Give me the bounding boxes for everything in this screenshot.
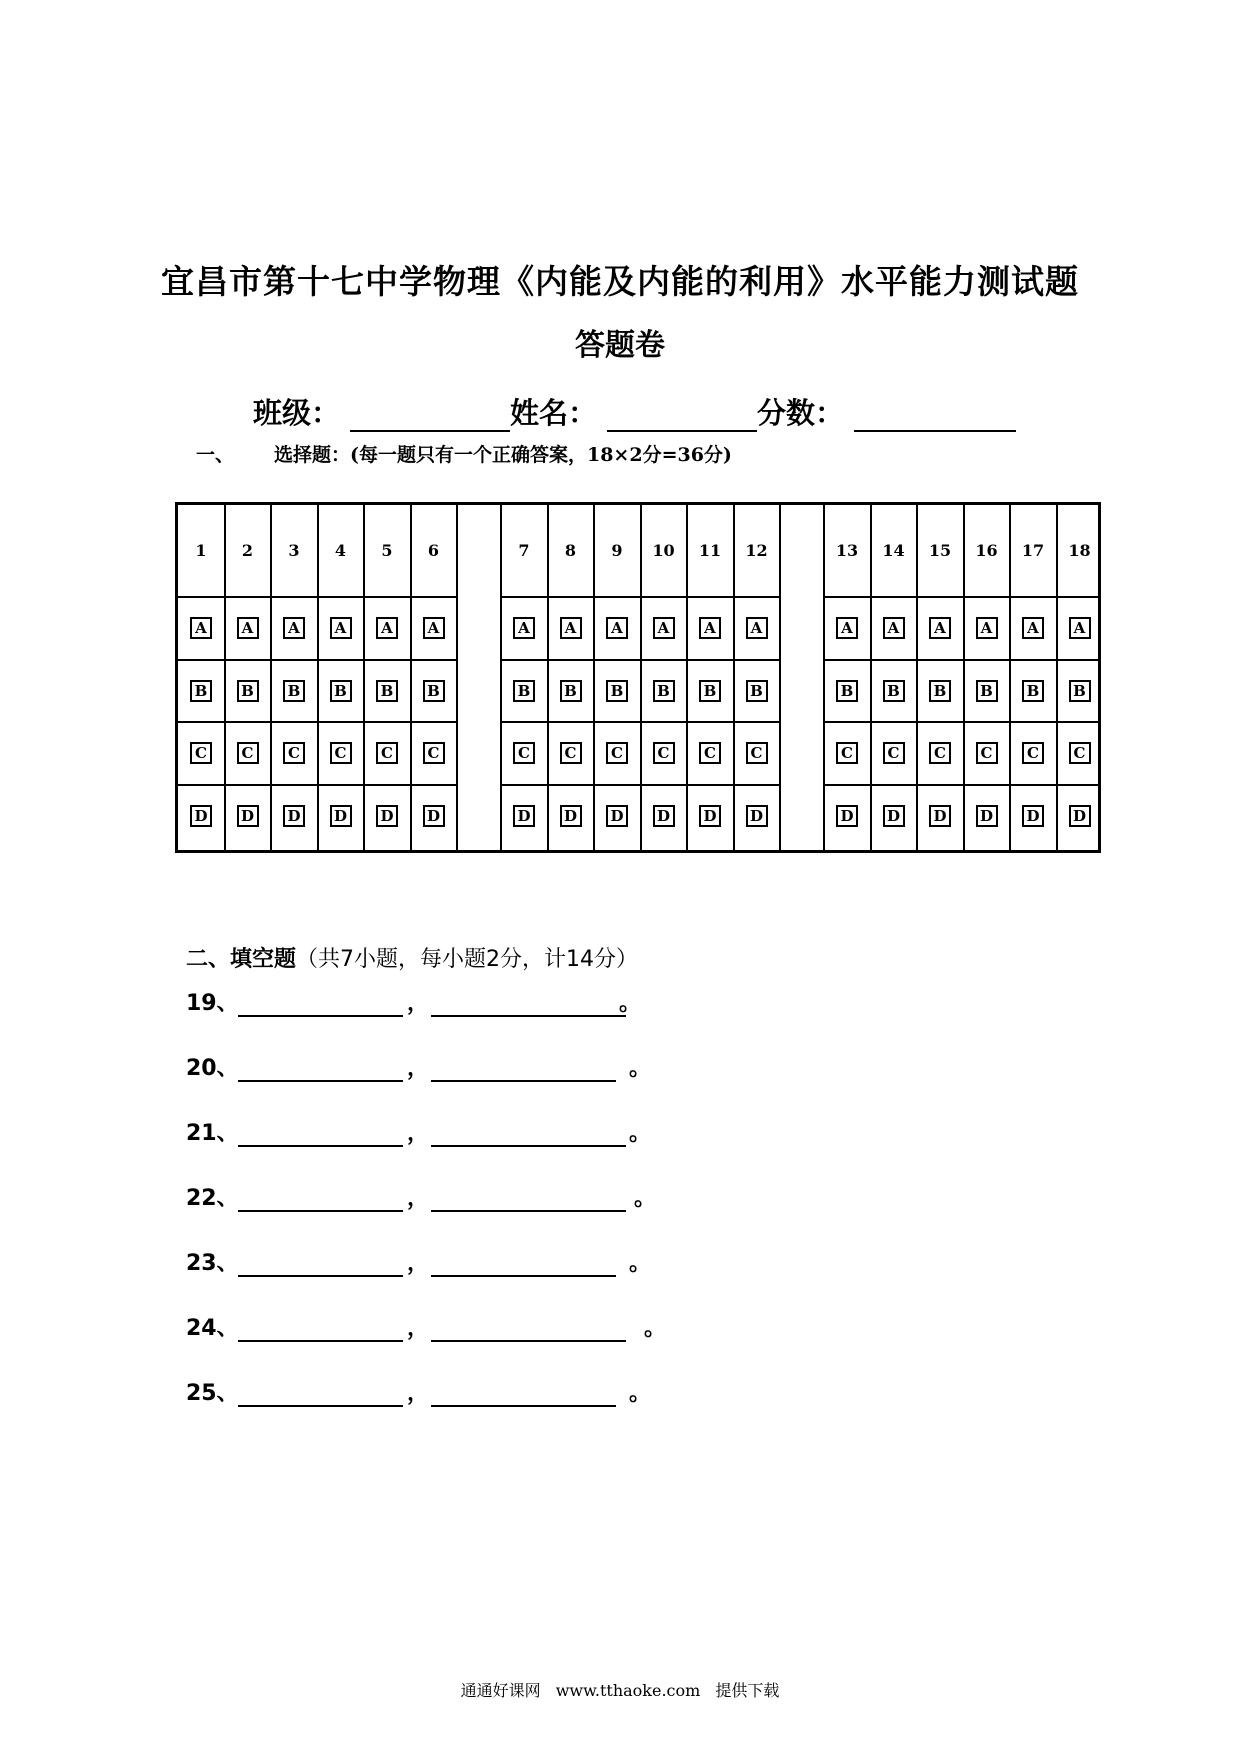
comma: ， [407, 1381, 430, 1406]
question-number: 19、 [186, 991, 239, 1016]
option-box-a[interactable]: A [606, 617, 628, 639]
option-box-c[interactable]: C [190, 742, 212, 764]
question-number: 10 [652, 541, 675, 560]
period: 。 [629, 1056, 652, 1081]
option-box-c[interactable]: C [1069, 742, 1091, 764]
option-box-d[interactable]: D [237, 805, 259, 827]
fill-blank-row [186, 1178, 886, 1212]
question-number: 25、 [186, 1381, 239, 1406]
option-box-a[interactable]: A [929, 617, 951, 639]
question-number: 9 [611, 541, 623, 560]
section2-heading [186, 942, 638, 973]
period: 。 [634, 1186, 657, 1211]
option-box-d[interactable]: D [1022, 805, 1044, 827]
grid-row-line [824, 659, 1098, 661]
class-label: 班级： [253, 396, 341, 430]
option-box-a[interactable]: A [699, 617, 721, 639]
option-box-d[interactable]: D [836, 805, 858, 827]
option-box-c[interactable]: C [1022, 742, 1044, 764]
question-number: 11 [698, 541, 722, 560]
option-box-b[interactable]: B [330, 680, 352, 702]
option-box-a[interactable]: A [330, 617, 352, 639]
option-box-d[interactable]: D [699, 805, 721, 827]
option-box-a[interactable]: A [237, 617, 259, 639]
option-box-b[interactable]: B [1022, 680, 1044, 702]
option-box-b[interactable]: B [237, 680, 259, 702]
question-number: 6 [427, 541, 440, 560]
grid-row-line [824, 721, 1098, 723]
option-box-c[interactable]: C [283, 742, 305, 764]
footer [0, 1678, 1240, 1701]
option-box-d[interactable]: D [423, 805, 445, 827]
answer-blank-1[interactable] [238, 1275, 403, 1277]
answer-blank-1[interactable] [238, 1340, 403, 1342]
comma: ， [407, 991, 430, 1016]
option-box-c[interactable]: C [976, 742, 998, 764]
option-box-b[interactable]: B [976, 680, 998, 702]
question-number: 1 [195, 541, 207, 560]
grid-row-line [178, 784, 457, 786]
option-box-b[interactable]: B [836, 680, 858, 702]
option-box-a[interactable]: A [513, 617, 535, 639]
option-box-c[interactable]: C [376, 742, 398, 764]
name-label: 姓名： [510, 396, 598, 430]
grid-row-line [824, 596, 1098, 598]
question-number: 15 [928, 541, 952, 560]
footer-url[interactable]: www.tthaoke.com [555, 1681, 701, 1700]
question-number: 4 [334, 541, 347, 560]
answer-blank-2[interactable] [431, 1275, 616, 1277]
option-box-a[interactable]: A [746, 617, 768, 639]
option-box-c[interactable]: C [883, 742, 905, 764]
question-number: 24、 [186, 1316, 239, 1341]
option-box-d[interactable]: D [653, 805, 675, 827]
score-label: 分数： [757, 396, 845, 430]
option-box-b[interactable]: B [883, 680, 905, 702]
answer-blank-1[interactable] [238, 1015, 403, 1017]
question-number: 8 [564, 541, 577, 560]
comma: ， [407, 1316, 430, 1341]
option-box-c[interactable]: C [653, 742, 675, 764]
option-box-a[interactable]: A [883, 617, 905, 639]
footer-site-name: 通通好课网 [460, 1681, 541, 1700]
option-box-d[interactable]: D [283, 805, 305, 827]
option-box-b[interactable]: B [746, 680, 768, 702]
section2-note: （共7小题，每小题2分，计14分） [296, 947, 639, 972]
period: 。 [629, 1121, 652, 1146]
option-box-d[interactable]: D [1069, 805, 1091, 827]
option-box-c[interactable]: C [836, 742, 858, 764]
option-box-b[interactable]: B [513, 680, 535, 702]
fill-blank-row [186, 983, 886, 1017]
name-field[interactable] [607, 394, 757, 432]
option-box-c[interactable]: C [423, 742, 445, 764]
comma: ， [407, 1121, 430, 1146]
grid-row-line [501, 784, 780, 786]
fill-blank-row [186, 1243, 886, 1277]
option-box-a[interactable]: A [836, 617, 858, 639]
option-box-a[interactable]: A [976, 617, 998, 639]
question-number: 16 [975, 541, 998, 560]
option-box-b[interactable]: B [423, 680, 445, 702]
option-box-d[interactable]: D [376, 805, 398, 827]
option-box-c[interactable]: C [929, 742, 951, 764]
period: 。 [629, 1381, 652, 1406]
option-box-c[interactable]: C [237, 742, 259, 764]
option-box-a[interactable]: A [190, 617, 212, 639]
question-number: 17 [1021, 541, 1045, 560]
option-box-c[interactable]: C [699, 742, 721, 764]
answer-blank-1[interactable] [238, 1145, 403, 1147]
option-box-c[interactable]: C [606, 742, 628, 764]
grid-row-line [501, 596, 780, 598]
option-box-c[interactable]: C [513, 742, 535, 764]
score-field[interactable] [854, 394, 1016, 432]
option-box-d[interactable]: D [976, 805, 998, 827]
answer-blank-1[interactable] [238, 1405, 403, 1407]
option-box-a[interactable]: A [423, 617, 445, 639]
section2-title: 二、填空题 [186, 947, 297, 972]
answer-blank-2[interactable] [431, 1080, 616, 1082]
comma: ， [407, 1186, 430, 1211]
answer-grid [175, 502, 1101, 853]
answer-blank-2[interactable] [431, 1145, 626, 1147]
grid-row-line [178, 721, 457, 723]
option-box-a[interactable]: A [653, 617, 675, 639]
question-number: 3 [288, 541, 300, 560]
period: 。 [629, 1251, 652, 1276]
option-box-d[interactable]: D [560, 805, 582, 827]
option-box-b[interactable]: B [283, 680, 305, 702]
option-box-d[interactable]: D [606, 805, 628, 827]
section1-text: 选择题：(每一题只有一个正确答案，18×2分=36分) [274, 444, 732, 466]
comma: ， [407, 1251, 430, 1276]
option-box-d[interactable]: D [883, 805, 905, 827]
grid-row-line [501, 721, 780, 723]
option-box-d[interactable]: D [929, 805, 951, 827]
fill-blank-row [186, 1308, 886, 1342]
period: 。 [644, 1316, 667, 1341]
fill-blank-row [186, 1048, 886, 1082]
grid-row-line [178, 596, 457, 598]
option-box-a[interactable]: A [376, 617, 398, 639]
answer-blank-2[interactable] [431, 1015, 626, 1017]
option-box-a[interactable]: A [1022, 617, 1044, 639]
question-number: 12 [745, 541, 768, 560]
question-number: 20、 [186, 1056, 239, 1081]
fill-blank-row [186, 1373, 886, 1407]
option-box-a[interactable]: A [560, 617, 582, 639]
option-box-b[interactable]: B [376, 680, 398, 702]
grid-row-line [501, 659, 780, 661]
option-box-b[interactable]: B [929, 680, 951, 702]
option-box-b[interactable]: B [606, 680, 628, 702]
option-box-c[interactable]: C [330, 742, 352, 764]
option-box-c[interactable]: C [746, 742, 768, 764]
question-number: 13 [835, 541, 859, 560]
period: 。 [619, 991, 642, 1016]
page-subtitle: 答题卷 [575, 328, 665, 363]
option-box-a[interactable]: A [1069, 617, 1091, 639]
footer-suffix: 提供下载 [715, 1681, 780, 1700]
comma: ， [407, 1056, 430, 1081]
option-box-a[interactable]: A [283, 617, 305, 639]
option-box-d[interactable]: D [513, 805, 535, 827]
grid-row-line [178, 659, 457, 661]
option-box-d[interactable]: D [190, 805, 212, 827]
answer-blank-1[interactable] [238, 1080, 403, 1082]
class-field[interactable] [350, 394, 510, 432]
option-box-b[interactable]: B [699, 680, 721, 702]
page-title: 宜昌市第十七中学物理《内能及内能的利用》水平能力测试题 [161, 262, 1079, 301]
question-number: 2 [241, 541, 254, 560]
option-box-d[interactable]: D [746, 805, 768, 827]
answer-blank-2[interactable] [431, 1210, 626, 1212]
grid-row-line [824, 784, 1098, 786]
option-box-b[interactable]: B [1069, 680, 1091, 702]
answer-blank-1[interactable] [238, 1210, 403, 1212]
student-info-row [253, 388, 1016, 432]
fill-blank-row [186, 1113, 886, 1147]
option-box-b[interactable]: B [190, 680, 212, 702]
question-number: 18 [1068, 541, 1091, 560]
question-number: 7 [518, 541, 530, 560]
question-number: 22、 [186, 1186, 239, 1211]
question-number: 21、 [186, 1121, 239, 1146]
question-number: 14 [882, 541, 905, 560]
answer-blank-2[interactable] [431, 1405, 616, 1407]
question-number: 23、 [186, 1251, 239, 1276]
answer-blank-2[interactable] [431, 1340, 626, 1342]
option-box-b[interactable]: B [560, 680, 582, 702]
question-number: 5 [381, 541, 393, 560]
section1-heading [196, 440, 732, 467]
option-box-b[interactable]: B [653, 680, 675, 702]
section1-number: 一、 [196, 444, 235, 466]
option-box-c[interactable]: C [560, 742, 582, 764]
option-box-d[interactable]: D [330, 805, 352, 827]
